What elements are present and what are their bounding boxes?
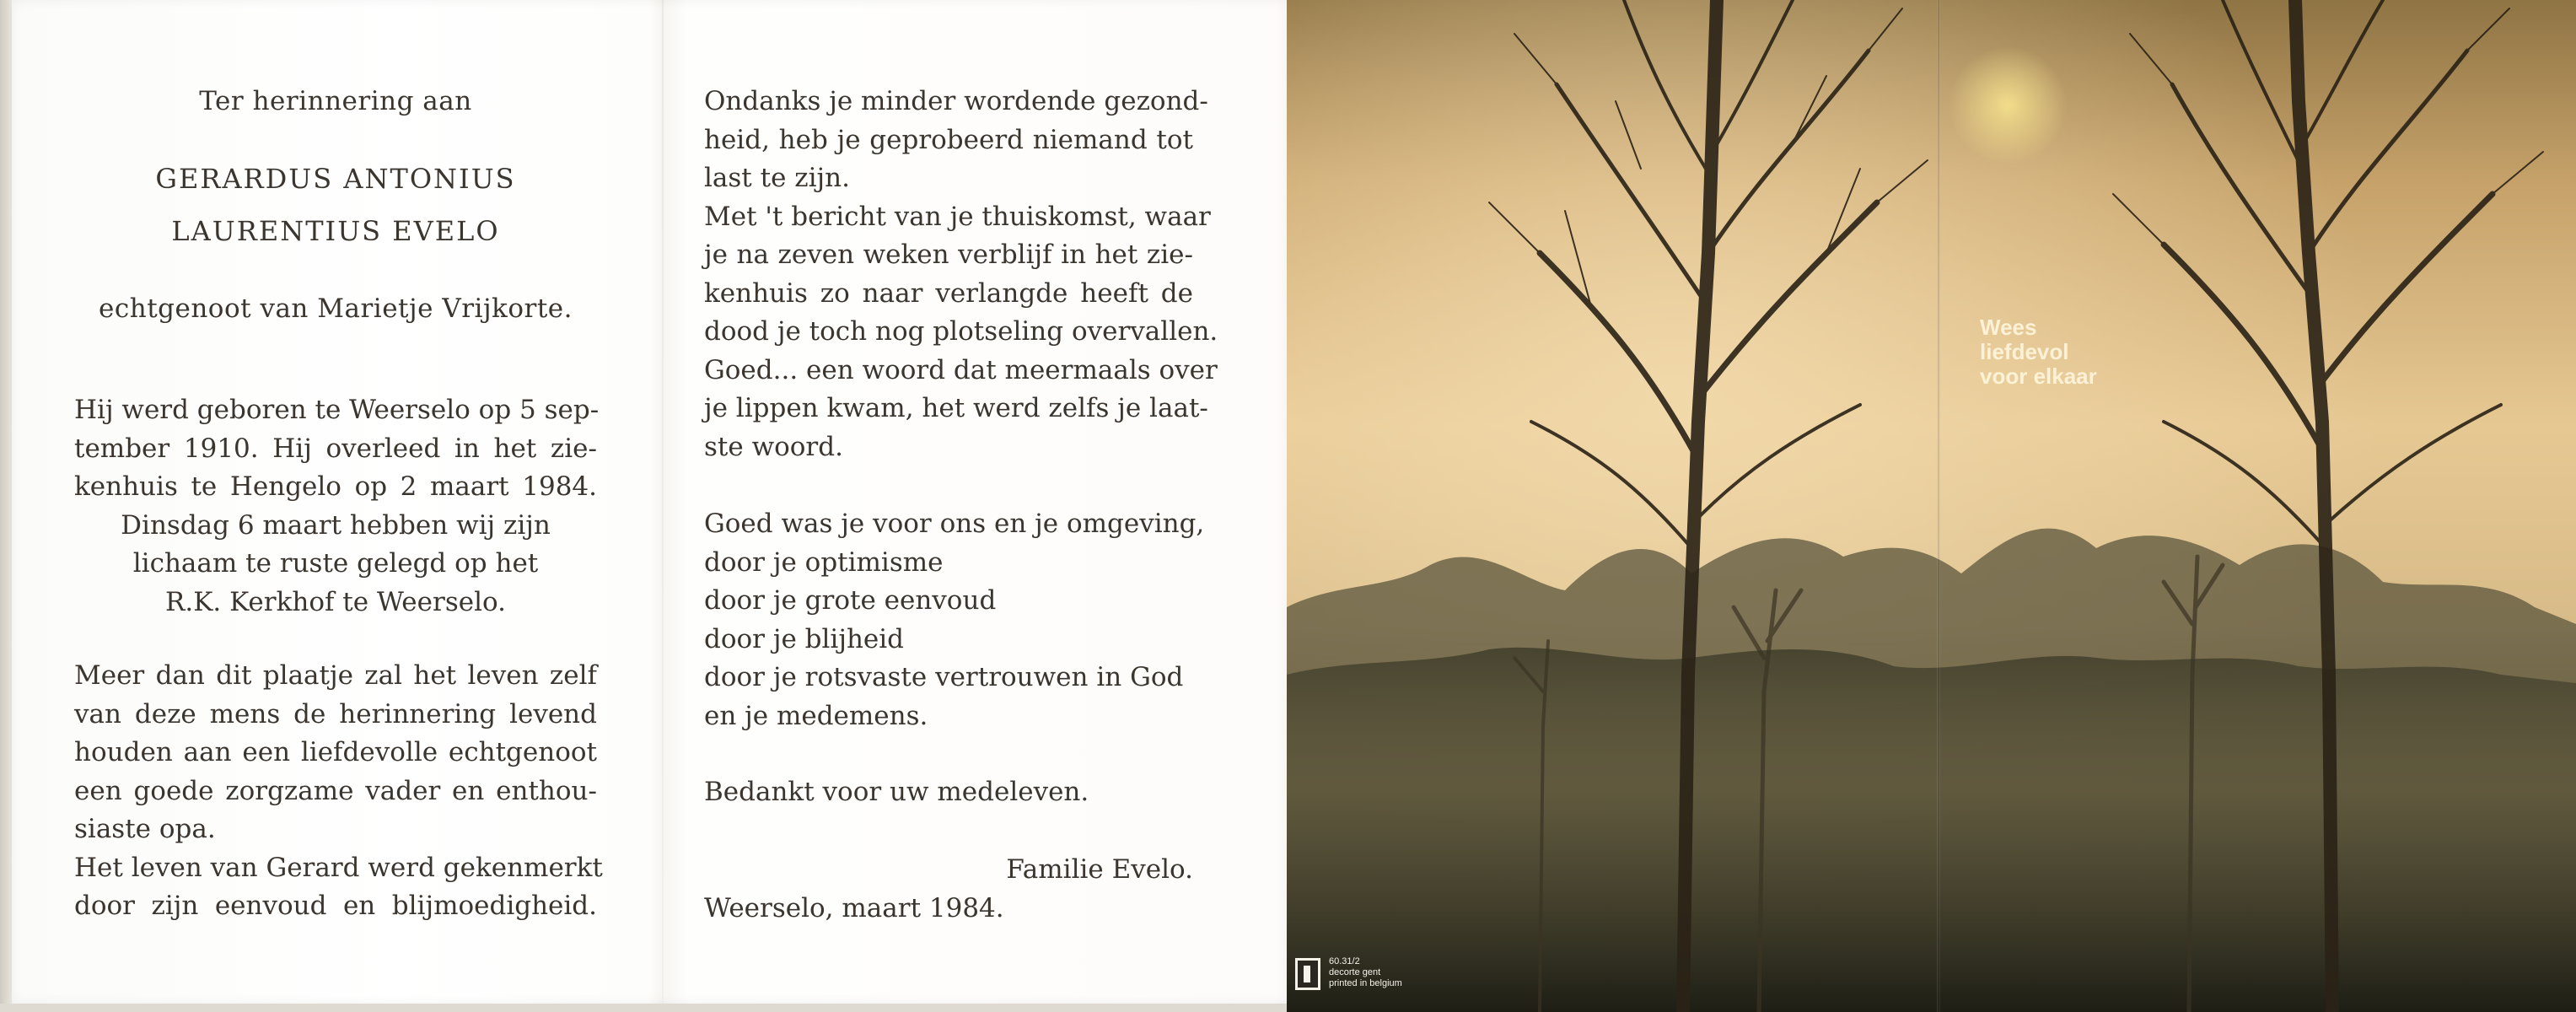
printer-imprint (1295, 953, 1439, 1004)
bio-line: lichaam te ruste gelegd op het (132, 548, 539, 579)
goodness-line: Goed was je voor ons en je omgeving, (704, 509, 1205, 539)
tribute-paragraph (704, 83, 1218, 466)
goodness-line: door je rotsvaste vertrouwen in God (704, 662, 1184, 692)
goodness-line: door je grote eenvoud (704, 585, 997, 616)
imprint-line: decorte gent (1329, 967, 1381, 977)
family-signature: Familie Evelo. (1006, 854, 1193, 885)
bio-line: R.K. Kerkhof te Weerselo. (165, 586, 506, 617)
place-date-line (704, 890, 1193, 929)
spouse-line: echtgenoot van Marietje Vrijkorte. (99, 293, 573, 324)
imprint-line: printed in belgium (1329, 978, 1402, 988)
tribute-line: Met 't bericht van je thuiskomst, waar (704, 201, 1211, 232)
tribute-line: heid, heb je geprobeerd niemand tot (704, 124, 1193, 155)
bio-line: Hij werd geboren te Weerselo op 5 sep- (74, 395, 600, 425)
tribute-line: Goed... een woord dat meermaals over (704, 354, 1218, 385)
card-left-edge (0, 0, 12, 1012)
photo-panel (1287, 0, 2576, 1012)
place-date-text: Weerselo, maart 1984. (704, 893, 1004, 923)
tribute-line: ste woord. (704, 431, 843, 462)
deceased-name-line-2: LAURENTIUS EVELO (171, 215, 500, 247)
misty-trees-photo (1287, 0, 2576, 1012)
imprint-text (1329, 956, 1402, 989)
memory-line: van deze mens de herinnering levend (74, 698, 597, 729)
bio-line: Dinsdag 6 maart hebben wij zijn (121, 509, 551, 541)
thanks-text: Bedankt voor uw medeleven. (704, 777, 1089, 807)
memory-line: een goede zorgzame vader en enthou- (74, 775, 597, 806)
bio-line: kenhuis te Hengelo op 2 maart 1984. (74, 471, 597, 502)
printer-logo-icon (1295, 958, 1320, 990)
motto-line: voor elkaar (1980, 363, 2097, 389)
deceased-name-line-1: GERARDUS ANTONIUS (155, 163, 516, 195)
memory-line: Het leven van Gerard werd gekenmerkt (74, 852, 603, 883)
tribute-line: je na zeven weken verblijf in het zie- (704, 240, 1193, 270)
memorial-heading: Ter herinnering aan (199, 86, 472, 116)
biography-paragraph (74, 391, 600, 622)
card-bottom-edge (0, 1004, 1287, 1012)
tribute-line: last te zijn. (704, 163, 850, 193)
memory-paragraph (74, 657, 603, 926)
memory-line: Meer dan dit plaatje zal het leven zelf (74, 660, 597, 691)
motto-line: Wees (1980, 315, 2037, 340)
memory-line: door zijn eenvoud en blijmoedigheid. (74, 891, 597, 921)
photo-fold-line (1937, 0, 1940, 1012)
tribute-line: Ondanks je minder wordende gezond- (704, 86, 1208, 116)
thanks-line (704, 773, 1193, 812)
fold-line (662, 0, 664, 1004)
motto-text (1980, 315, 2097, 389)
tribute-line: dood je toch nog plotseling overvallen. (704, 316, 1218, 347)
memory-line: houden aan een liefdevolle echtgenoot (74, 737, 597, 767)
imprint-line: 60.31/2 (1329, 956, 1360, 966)
goodness-line: en je medemens. (704, 700, 928, 731)
motto-line: liefdevol (1980, 339, 2069, 364)
memory-line: siaste opa. (74, 814, 216, 844)
bio-line: tember 1910. Hij overleed in het zie- (74, 433, 597, 464)
tribute-line: je lippen kwam, het werd zelfs je laat- (704, 393, 1208, 423)
tribute-line: kenhuis zo naar verlangde heeft de (704, 277, 1193, 309)
goodness-line: door je optimisme (704, 546, 944, 578)
signature-line (704, 851, 1193, 890)
goodness-paragraph (704, 505, 1205, 735)
goodness-line: door je blijheid (704, 623, 905, 654)
